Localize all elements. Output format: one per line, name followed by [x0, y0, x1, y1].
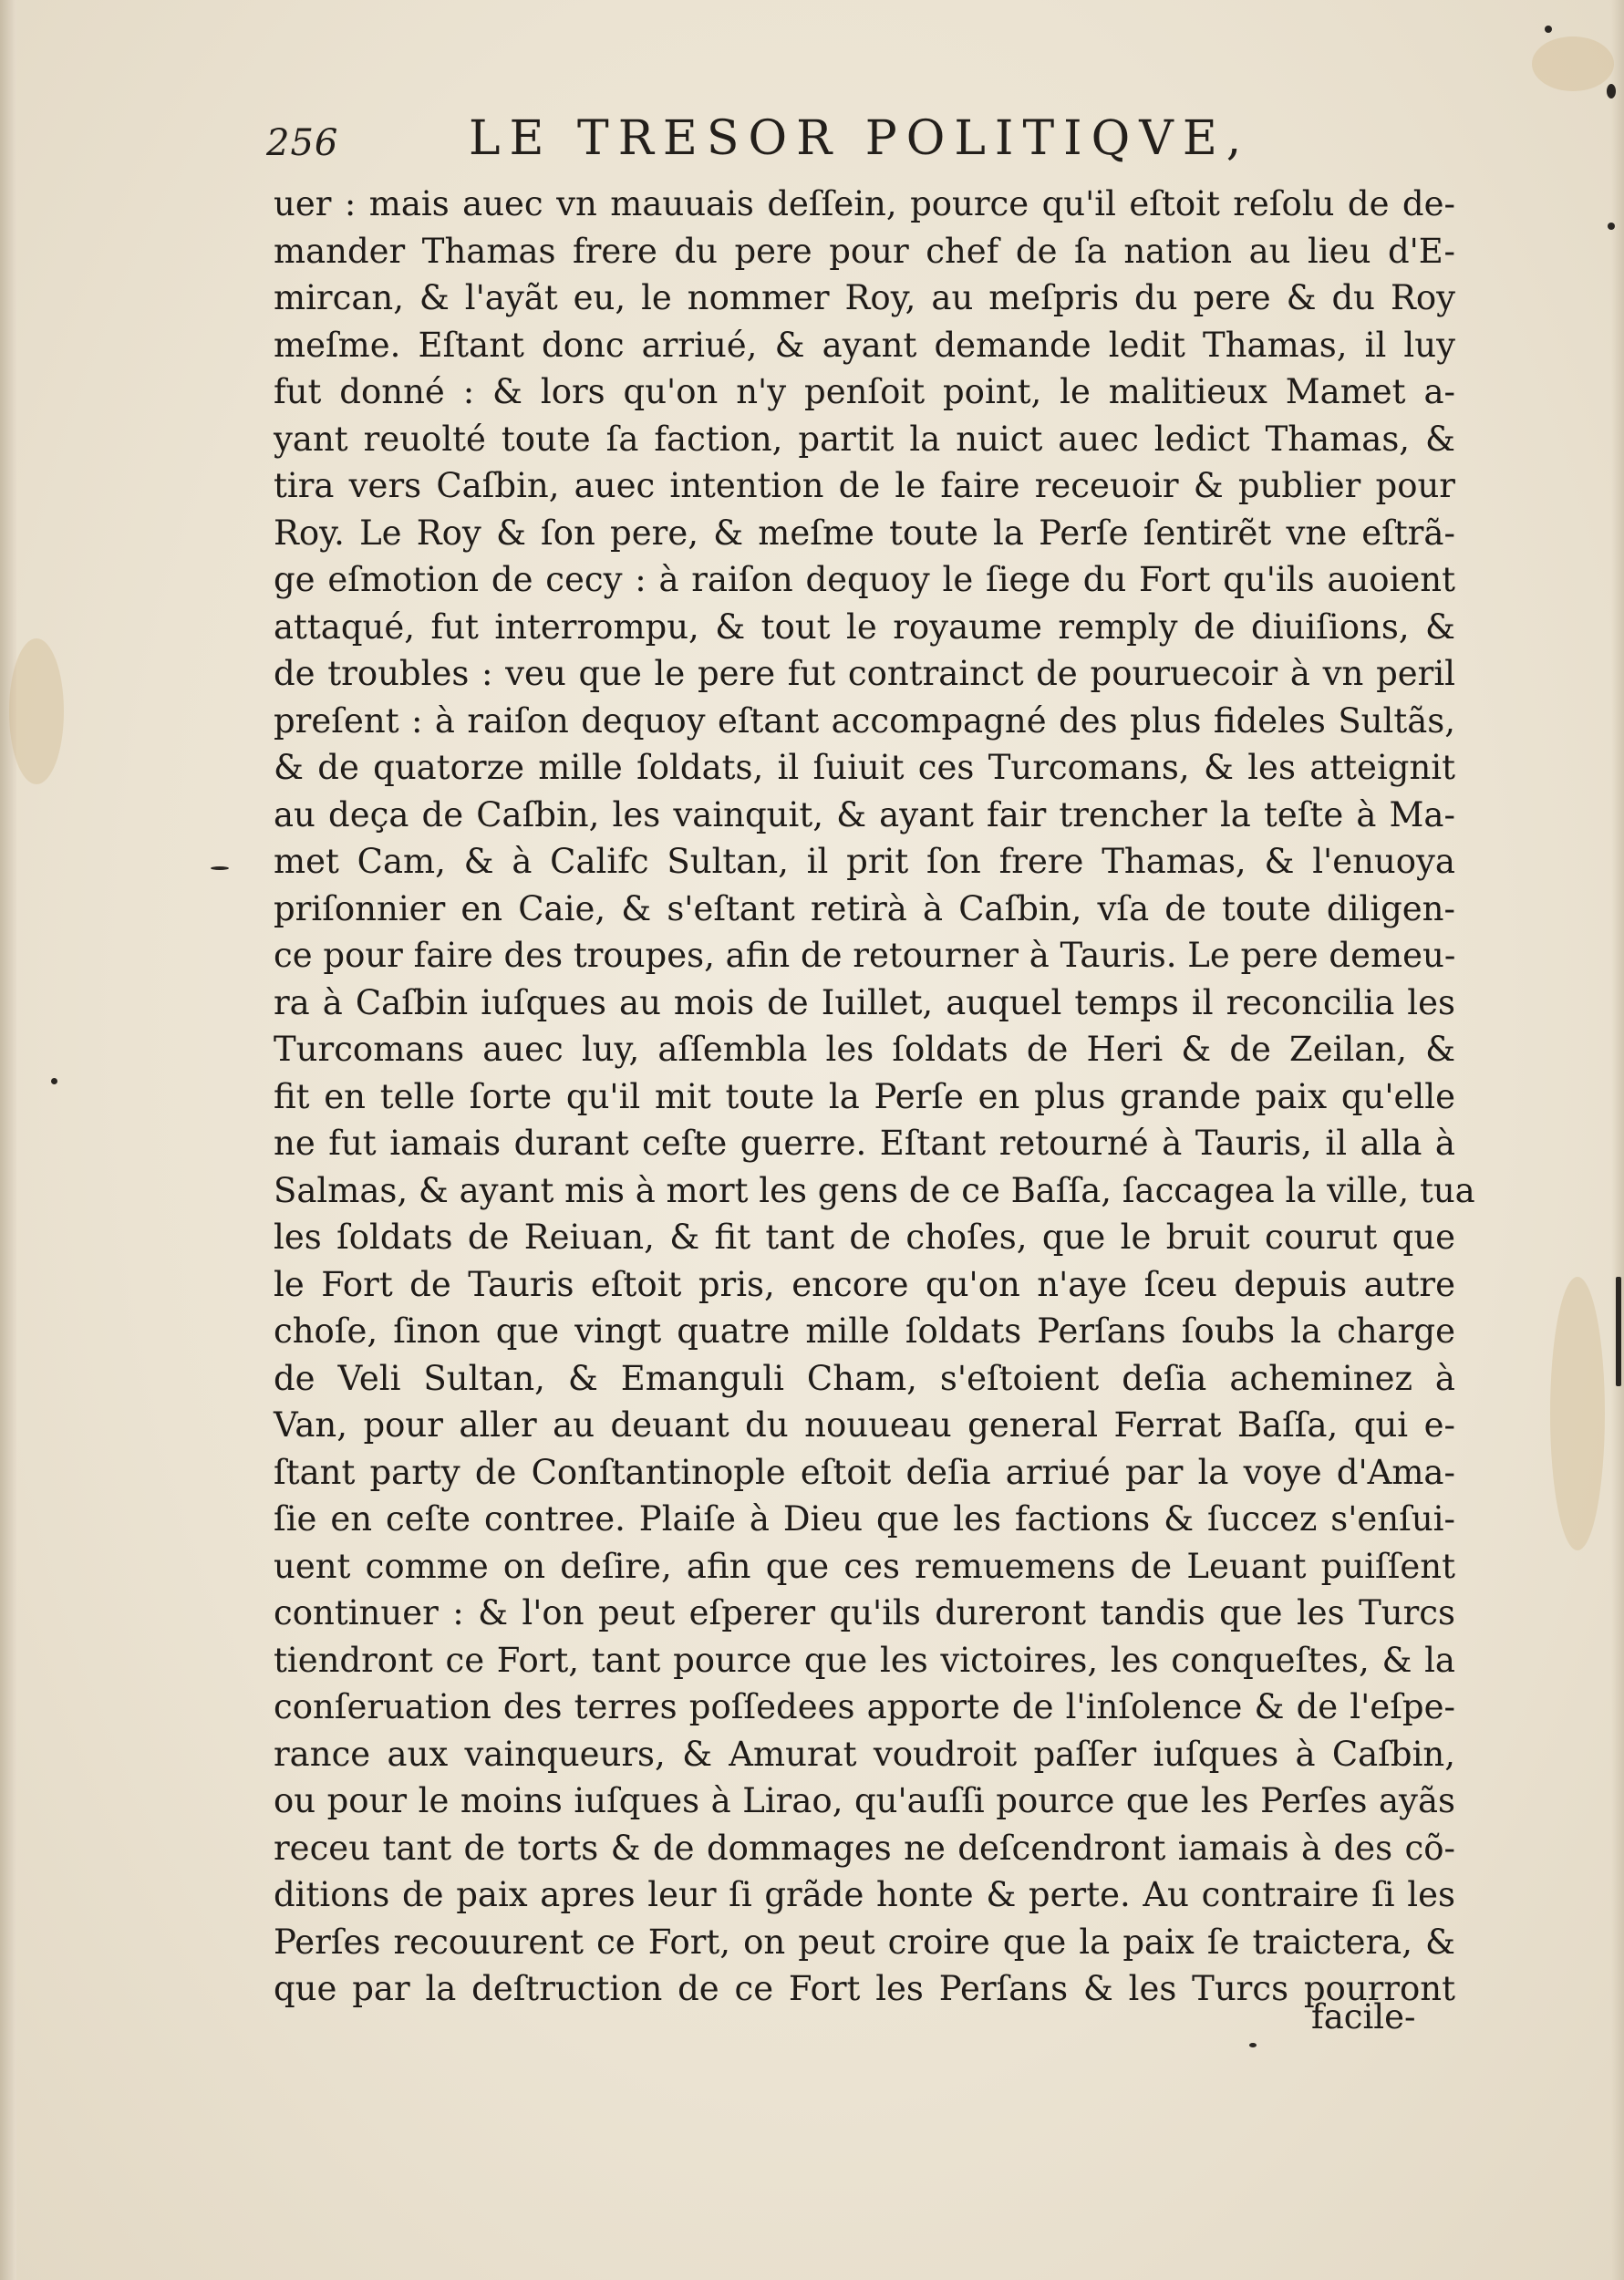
running-title: LE TRESOR POLITIQVE,: [469, 111, 1251, 166]
text-line: uer : mais auec vn mauuais deſſein, pource qu'il eſtoit reſolu de de-: [274, 184, 1455, 223]
ink-fleck: [1545, 26, 1552, 33]
text-line: yant reuolté toute ſa faction, partit la nuict auec ledict Thamas, &: [274, 419, 1455, 459]
text-line: & de quatorze mille ſoldats, il ſuiuit ces Turcomans, & les atteignit: [274, 748, 1455, 787]
text-line: Roy. Le Roy & ſon pere, & meſme toute la Perſe ſentirẽt vne eſtrã-: [274, 513, 1455, 553]
text-line: priſonnier en Caie, & s'eſtant retirà à Caſbin, vſa de toute diligen-: [274, 888, 1455, 928]
text-line: mander Thamas frere du pere pour chef de ſa nation au lieu d'E-: [274, 231, 1455, 271]
ink-fleck: [1607, 84, 1616, 98]
text-line: de troubles : veu que le pere fut contrainct de pouruecoir à vn peril: [274, 654, 1455, 693]
catchword: facile-: [1311, 1997, 1416, 2036]
text-line: choſe, ſinon que vingt quatre mille ſoldats Perſans ſoubs la charge: [274, 1311, 1455, 1351]
page-header: [266, 108, 1269, 171]
text-line: au deça de Caſbin, les vainquit, & ayant fair trencher la teſte à Ma-: [274, 794, 1455, 834]
ink-fleck: [211, 866, 229, 870]
ink-fleck: [51, 1078, 57, 1084]
text-line: Salmas, & ayant mis à mort les gens de ce Baſſa, ſaccagea la ville, tua: [274, 1170, 1475, 1210]
text-line: ra à Caſbin iuſques au mois de Iuillet, auquel temps il reconcilia les: [274, 982, 1455, 1022]
text-line: de Veli Sultan, & Emanguli Cham, s'eſtoient deſia acheminez à: [274, 1358, 1455, 1398]
text-line: continuer : & l'on peut eſperer qu'ils dureront tandis que les Turcs: [274, 1593, 1455, 1632]
text-line: mircan, & l'ayãt eu, le nommer Roy, au meſpris du pere & du Roy: [274, 278, 1455, 317]
ink-fleck: [1616, 1277, 1621, 1386]
text-line: attaqué, fut interrompu, & tout le royaume remply de diuiſions, &: [274, 606, 1455, 647]
page-edge-shadow: [1611, 0, 1624, 2280]
text-line: Van, pour aller au deuant du nouueau general Ferrat Baſſa, qui e-: [274, 1405, 1455, 1445]
text-line: ſie en ceſte contree. Plaiſe à Dieu que les factions & ſuccez s'enſui-: [274, 1499, 1455, 1539]
text-line: ſtant party de Conſtantinople eſtoit deſia arriué par la voye d'Ama-: [274, 1452, 1455, 1492]
text-line: met Cam, & à Califc Sultan, il prit ſon frere Thamas, & l'enuoya: [274, 842, 1455, 881]
text-line: que par la deſtruction de ce Fort les Perſans & les Turcs pourront: [274, 1969, 1455, 2008]
text-line: fit en telle ſorte qu'il mit toute la Perſe en plus grande paix qu'elle: [274, 1076, 1455, 1116]
text-line: Turcomans auec luy, aſſembla les ſoldats de Heri & de Zeilan, &: [274, 1030, 1455, 1069]
text-line: ou pour le moins iuſques à Lirao, qu'auſſi pource que les Perſes ayãs: [274, 1781, 1455, 1820]
paper-stain: [1550, 1277, 1605, 1550]
text-line: rance aux vainqueurs, & Amurat voudroit paſſer iuſques à Caſbin,: [274, 1734, 1455, 1774]
text-line: ne fut iamais durant ceſte guerre. Eſtant retourné à Tauris, il alla à: [274, 1124, 1455, 1163]
text-line: le Fort de Tauris eſtoit pris, encore qu'on n'aye ſceu depuis autre: [274, 1264, 1455, 1304]
text-line: uent comme on deſire, afin que ces remuemens de Leuant puiſſent: [274, 1546, 1455, 1586]
text-line: Perſes recouurent ce Fort, on peut croire que la paix ſe traictera, &: [274, 1922, 1455, 1962]
text-line: preſent : à raiſon dequoy eſtant accompagné des plus fideles Sultãs,: [274, 700, 1455, 741]
text-line: meſme. Eſtant donc arriué, & ayant demande ledit Thamas, il luy: [274, 325, 1455, 365]
text-line: receu tant de torts & de dommages ne deſcendront iamais à des cõ-: [274, 1828, 1455, 1868]
page-binding-edge: [0, 0, 16, 2280]
page-number: 256: [266, 122, 339, 164]
text-line: ditions de paix apres leur ſi grãde honte & perte. Au contraire ſi les: [274, 1875, 1455, 1914]
text-line: tira vers Caſbin, auec intention de le faire receuoir & publier pour: [274, 466, 1455, 505]
text-line: conſeruation des terres poſſedees apporte de l'inſolence & de l'eſpe-: [274, 1687, 1455, 1726]
paper-stain: [1532, 36, 1614, 91]
ink-fleck: [1608, 223, 1615, 230]
text-line: ce pour faire des troupes, afin de retourner à Tauris. Le pere demeu-: [274, 936, 1456, 975]
text-line: tiendront ce Fort, tant pource que les victoires, les conqueſtes, & la: [274, 1640, 1455, 1680]
body-text: [274, 181, 1475, 2013]
paper-stain: [9, 638, 64, 784]
ink-fleck: [1249, 2043, 1257, 2047]
text-line: les ſoldats de Reiuan, & fit tant de choſes, que le bruit courut que: [274, 1218, 1455, 1257]
text-line: ge eſmotion de cecy : à raiſon dequoy le ſiege du Fort qu'ils auoient: [274, 560, 1455, 599]
text-line: fut donné : & lors qu'on n'y penſoit point, le malitieux Mamet a-: [274, 372, 1455, 411]
